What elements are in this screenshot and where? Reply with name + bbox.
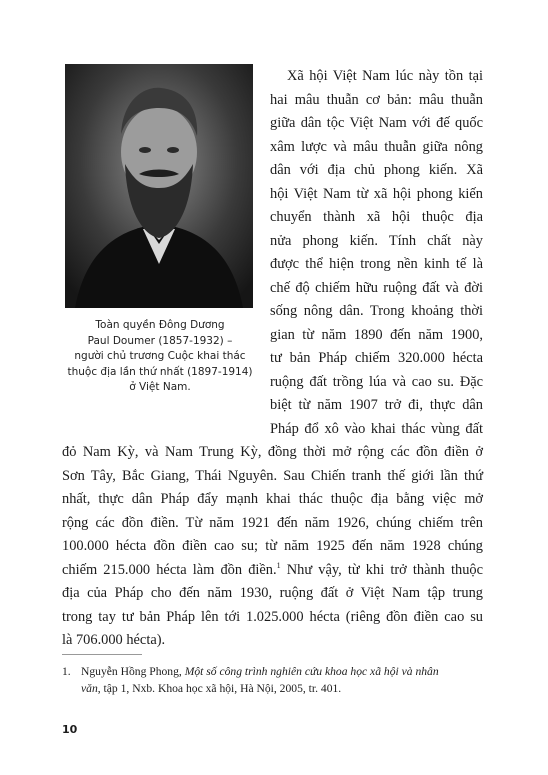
line-text: Như vậy, từ khi trở thành thuộc xyxy=(280,562,483,578)
paragraph-line: là 706.000 hécta). xyxy=(62,632,166,648)
figure-caption xyxy=(62,318,258,396)
portrait-photo xyxy=(65,64,253,308)
paragraph-line: hai mâu thuẫn cơ bản: mâu thuẫn xyxy=(270,92,483,108)
paragraph-line: gian từ năm 1890 đến năm 1900, xyxy=(270,327,483,343)
portrait-illustration xyxy=(65,64,253,308)
page-number: 10 xyxy=(62,723,78,736)
footnote-publication: , tập 1, Nxb. Khoa học xã hội, Hà Nội, 2005, tr. 401. xyxy=(97,682,342,695)
paragraph-line: 100.000 hécta đồn điền cao su; từ năm 1925 đến năm 1928 chúng xyxy=(62,538,483,554)
paragraph-line: đỏ Nam Kỳ, và Nam Trung Kỳ, đồng thời mở rộng các đồn điền ở xyxy=(62,444,483,460)
footnote-title: văn xyxy=(81,682,98,695)
footnote-title: Một số công trình nghiên cứu khoa học xã hội và nhân xyxy=(184,665,439,678)
footnote-divider xyxy=(62,654,142,655)
footnote-author: Nguyễn Hồng Phong, xyxy=(81,665,185,678)
paragraph-line: Sơn Tây, Bắc Giang, Thái Nguyên. Sau Chiến tranh thế giới lần thứ xyxy=(62,468,483,484)
footnote-number: 1. xyxy=(62,665,71,678)
paragraph-line: nửa phong kiến. Tính chất này xyxy=(270,233,483,249)
caption-line: ở Việt Nam. xyxy=(129,381,191,393)
caption-line: Paul Doumer (1857-1932) – xyxy=(87,334,233,347)
paragraph-line xyxy=(62,560,483,580)
paragraph-line: chuyển thành xã hội thuộc địa xyxy=(270,209,483,225)
paragraph-line: rộng các đồn điền. Từ năm 1921 đến năm 1926, chúng chiếm trên xyxy=(62,515,483,531)
footnote-text xyxy=(81,663,483,697)
paragraph-line: biệt từ năm 1907 trở đi, thực dân xyxy=(270,397,483,413)
paragraph-line: xâm lược và mâu thuẫn giữa nông xyxy=(270,139,483,155)
caption-line: thuộc địa lần thứ nhất (1897-1914) xyxy=(67,365,253,378)
paragraph-line: nhất, thực dân Pháp đẩy mạnh khai thác thuộc địa bằng việc mở xyxy=(62,491,483,507)
line-text: chiếm 215.000 hécta làm đồn điền. xyxy=(62,562,277,578)
paragraph-line: hội Việt Nam từ xã hội phong kiến xyxy=(270,186,483,202)
paragraph-line: ruộng đất trồng lúa và cao su. Đặc xyxy=(270,374,483,390)
paragraph-line: Pháp đổ xô vào khai thác vùng đất xyxy=(270,421,483,437)
paragraph-line: được thể hiện trong nền kinh tế là xyxy=(270,256,483,272)
caption-line: Toàn quyền Đông Dương xyxy=(95,319,225,331)
footnote-reference[interactable]: 1 xyxy=(276,561,281,571)
paragraph-line: chế độ chiếm hữu ruộng đất và đời xyxy=(270,280,483,296)
paragraph-line: trong tay tư bản Pháp lên tới 1.025.000 hécta (riêng đồn điền cao su xyxy=(62,609,483,625)
caption-line: người chủ trương Cuộc khai thác xyxy=(74,350,246,362)
paragraph-line: sống nông dân. Trong khoảng thời xyxy=(270,303,483,319)
paragraph-line: Xã hội Việt Nam lúc này tồn tại xyxy=(287,68,483,84)
paragraph-line: địa của Pháp cho đến năm 1930, ruộng đất ở Việt Nam tập trung xyxy=(62,585,483,601)
paragraph-line: tư bản Pháp chiếm 320.000 hécta xyxy=(270,350,483,366)
paragraph-line: giữa dân tộc Việt Nam với đế quốc xyxy=(270,115,483,131)
paragraph-line: dân với địa chủ phong kiến. Xã xyxy=(270,162,483,178)
